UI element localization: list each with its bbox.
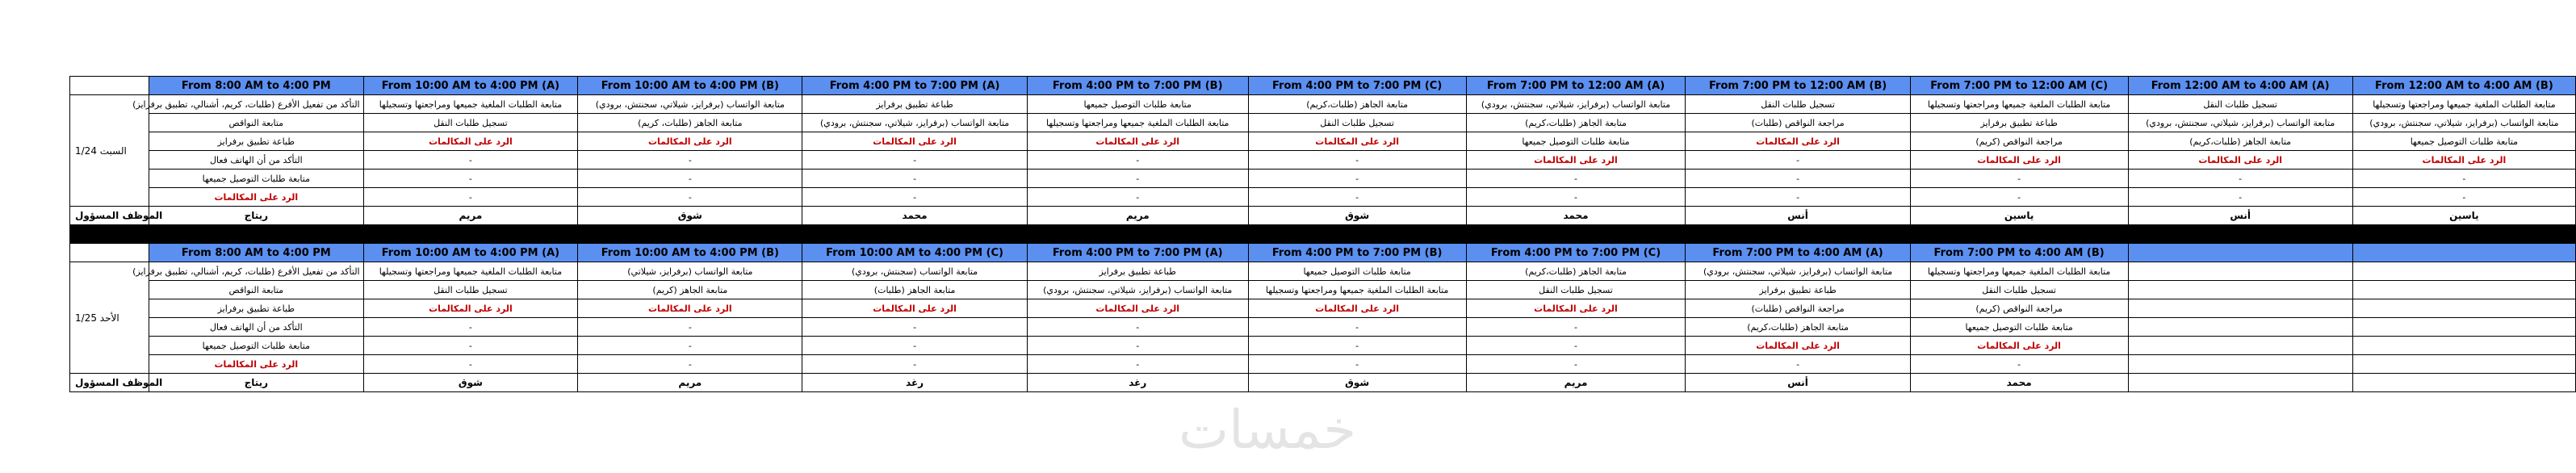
responsible-name-cell: شوق <box>1248 207 1466 225</box>
task-cell <box>2352 299 2575 318</box>
day-date-cell: الأحد 1/25 <box>70 262 149 374</box>
task-cell: - <box>1466 170 1686 188</box>
shift-header-row <box>70 244 2576 262</box>
task-cell: - <box>802 151 1027 170</box>
task-cell <box>2352 262 2575 281</box>
task-cell: متابعة الجاهز (طلبات، كريم) <box>578 114 802 132</box>
task-cell: متابعة طلبات التوصيل جميعها <box>1248 262 1466 281</box>
responsible-name-cell: شوق <box>363 374 578 392</box>
task-cell: طباعة تطبيق برفرايز <box>149 132 364 151</box>
task-row <box>70 95 2576 114</box>
task-cell: تسجيل طلبات النقل <box>1910 281 2128 299</box>
task-cell: متابعة الطلبات الملغية جميعها ومراجعتها وتسجيلها <box>363 95 578 114</box>
task-cell: الرد على المكالمات <box>1686 132 1910 151</box>
responsible-name-cell <box>2128 374 2352 392</box>
task-cell: تسجيل طلبات النقل <box>363 281 578 299</box>
task-cell: - <box>1686 355 1910 374</box>
responsible-name-cell: أنس <box>1686 207 1910 225</box>
task-cell: تسجيل طلبات النقل <box>1466 281 1686 299</box>
task-cell: متابعة الواتساب (برفرايز، شيلاتي، سجنتش، برودي) <box>2352 114 2575 132</box>
task-cell: - <box>578 151 802 170</box>
task-cell: متابعة الطلبات الملغية جميعها ومراجعتها وتسجيلها <box>1248 281 1466 299</box>
task-cell: - <box>802 318 1027 337</box>
task-cell: - <box>363 318 578 337</box>
task-cell: التأكد من أن الهاتف فعال <box>149 151 364 170</box>
task-cell: متابعة الجاهز (طلبات،كريم) <box>1466 114 1686 132</box>
task-cell: متابعة النواقص <box>149 281 364 299</box>
shift-header-cell: From 4:00 PM to 7:00 PM (C) <box>1248 77 1466 95</box>
task-cell: مراجعة النواقص (طلبات) <box>1686 299 1910 318</box>
task-cell: - <box>578 188 802 207</box>
responsible-name-cell: مريم <box>1466 374 1686 392</box>
task-cell: - <box>1027 337 1248 355</box>
task-row <box>70 337 2576 355</box>
task-cell: - <box>2128 170 2352 188</box>
responsible-row <box>70 374 2576 392</box>
task-cell: الرد على المكالمات <box>1248 132 1466 151</box>
task-cell: متابعة الطلبات الملغية جميعها ومراجعتها وتسجيلها <box>2352 95 2575 114</box>
task-cell: تسجيل طلبات النقل <box>363 114 578 132</box>
task-cell: الرد على المكالمات <box>1027 299 1248 318</box>
task-cell: متابعة طلبات التوصيل جميعها <box>1466 132 1686 151</box>
task-cell: - <box>802 337 1027 355</box>
task-cell: - <box>578 355 802 374</box>
shift-header-cell: From 4:00 PM to 7:00 PM (B) <box>1027 77 1248 95</box>
task-cell: متابعة الجاهز (كريم) <box>578 281 802 299</box>
task-cell: طباعة تطبيق برفرايز <box>1686 281 1910 299</box>
task-cell: - <box>1248 188 1466 207</box>
responsible-label: الموظف المسؤول <box>70 374 149 392</box>
task-cell: - <box>363 151 578 170</box>
shift-header-cell: From 8:00 AM to 4:00 PM <box>149 77 364 95</box>
responsible-name-cell: مريم <box>1027 207 1248 225</box>
task-cell: - <box>2352 170 2575 188</box>
task-row <box>70 151 2576 170</box>
header-blank-cell <box>70 244 149 262</box>
responsible-row <box>70 207 2576 225</box>
task-cell: متابعة الجاهز (طلبات،كريم) <box>1686 318 1910 337</box>
task-cell: - <box>1248 318 1466 337</box>
task-cell: مراجعة النواقص (كريم) <box>1910 132 2128 151</box>
task-cell: الرد على المكالمات <box>363 299 578 318</box>
task-cell: متابعة الطلبات الملغية جميعها ومراجعتها وتسجيلها <box>1027 114 1248 132</box>
task-cell: متابعة الواتساب (برفرايز، شيلاتي، سجنتش، برودي) <box>802 114 1027 132</box>
task-cell: - <box>1910 355 2128 374</box>
task-cell: الرد على المكالمات <box>2352 151 2575 170</box>
schedule-table <box>69 76 2576 392</box>
task-cell: - <box>1466 318 1686 337</box>
task-cell: التأكد من أن الهاتف فعال <box>149 318 364 337</box>
task-cell: مراجعة النواقص (كريم) <box>1910 299 2128 318</box>
shift-header-row <box>70 77 2576 95</box>
task-cell: - <box>1466 337 1686 355</box>
task-cell <box>2128 318 2352 337</box>
task-cell: - <box>363 188 578 207</box>
task-cell <box>2128 355 2352 374</box>
responsible-name-cell: ريتاج <box>149 374 364 392</box>
shift-header-cell: From 7:00 PM to 4:00 AM (B) <box>1910 244 2128 262</box>
task-cell: الرد على المكالمات <box>1027 132 1248 151</box>
block-separator <box>70 225 2576 244</box>
task-cell: الرد على المكالمات <box>1466 299 1686 318</box>
task-cell: - <box>802 188 1027 207</box>
task-cell <box>2352 281 2575 299</box>
shift-header-cell: From 12:00 AM to 4:00 AM (B) <box>2352 77 2575 95</box>
khamsat-watermark: خمسات <box>1178 399 1357 461</box>
task-cell: - <box>1466 188 1686 207</box>
task-cell: مراجعة النواقص (طلبات) <box>1686 114 1910 132</box>
task-cell: الرد على المكالمات <box>802 132 1027 151</box>
task-row <box>70 262 2576 281</box>
task-cell: تسجيل طلبات النقل <box>2128 95 2352 114</box>
task-row <box>70 281 2576 299</box>
shift-header-cell: From 4:00 PM to 7:00 PM (B) <box>1248 244 1466 262</box>
task-row <box>70 170 2576 188</box>
shift-header-cell: From 4:00 PM to 7:00 PM (C) <box>1466 244 1686 262</box>
task-cell: - <box>1248 355 1466 374</box>
shift-header-cell: From 8:00 AM to 4:00 PM <box>149 244 364 262</box>
task-cell: طباعة تطبيق برفرايز <box>149 299 364 318</box>
shift-header-cell: From 4:00 PM to 7:00 PM (A) <box>1027 244 1248 262</box>
task-cell: الرد على المكالمات <box>149 355 364 374</box>
task-cell: متابعة طلبات التوصيل جميعها <box>1910 318 2128 337</box>
task-cell: متابعة الواتساب (برفرايز، شيلاتي، سجنتش، برودي) <box>1466 95 1686 114</box>
task-row <box>70 299 2576 318</box>
shift-header-cell <box>2128 244 2352 262</box>
task-cell: - <box>1027 151 1248 170</box>
header-blank-cell <box>70 77 149 95</box>
shift-header-cell: From 4:00 PM to 7:00 PM (A) <box>802 77 1027 95</box>
task-cell: الرد على المكالمات <box>2128 151 2352 170</box>
task-cell: - <box>363 170 578 188</box>
task-cell: - <box>802 355 1027 374</box>
task-cell <box>2128 281 2352 299</box>
responsible-name-cell: محمد <box>1466 207 1686 225</box>
responsible-name-cell: أنس <box>2128 207 2352 225</box>
task-cell: الرد على المكالمات <box>363 132 578 151</box>
task-cell: - <box>578 337 802 355</box>
task-cell: - <box>363 337 578 355</box>
task-cell: متابعة طلبات التوصيل جميعها <box>1027 95 1248 114</box>
shift-header-cell: From 10:00 AM to 4:00 PM (A) <box>363 244 578 262</box>
shift-header-cell: From 7:00 PM to 12:00 AM (C) <box>1910 77 2128 95</box>
shift-header-cell: From 12:00 AM to 4:00 AM (A) <box>2128 77 2352 95</box>
responsible-name-cell: ريتاج <box>149 207 364 225</box>
shift-header-cell: From 10:00 AM to 4:00 PM (B) <box>578 244 802 262</box>
task-cell: التأكد من تفعيل الأفرع (طلبات، كريم، أشنالي، تطبيق برفرايز) <box>149 95 364 114</box>
shift-header-cell: From 10:00 AM to 4:00 PM (C) <box>802 244 1027 262</box>
task-cell: متابعة طلبات التوصيل جميعها <box>2352 132 2575 151</box>
task-row <box>70 355 2576 374</box>
task-cell: طباعة تطبيق برفرايز <box>1910 114 2128 132</box>
task-cell <box>2352 318 2575 337</box>
shift-header-cell: From 7:00 PM to 12:00 AM (A) <box>1466 77 1686 95</box>
responsible-name-cell <box>2352 374 2575 392</box>
task-cell: - <box>802 170 1027 188</box>
task-cell: متابعة الواتساب (برفرايز، شيلاتي، سجنتش، برودي) <box>1027 281 1248 299</box>
shift-header-cell: From 10:00 AM to 4:00 PM (A) <box>363 77 578 95</box>
shift-header-cell: From 10:00 AM to 4:00 PM (B) <box>578 77 802 95</box>
responsible-name-cell: ياسين <box>2352 207 2575 225</box>
shift-header-cell: From 7:00 PM to 12:00 AM (B) <box>1686 77 1910 95</box>
task-row <box>70 188 2576 207</box>
task-row <box>70 132 2576 151</box>
shift-header-cell <box>2352 244 2575 262</box>
task-cell: طباعة تطبيق برفرايز <box>1027 262 1248 281</box>
task-cell: - <box>1027 188 1248 207</box>
shift-header-cell: From 7:00 PM to 4:00 AM (A) <box>1686 244 1910 262</box>
responsible-name-cell: رغد <box>1027 374 1248 392</box>
task-cell: متابعة طلبات التوصيل جميعها <box>149 337 364 355</box>
separator-bar <box>70 225 2576 244</box>
task-cell: - <box>1466 355 1686 374</box>
task-cell: متابعة الواتساب (برفرايز، شيلاتي) <box>578 262 802 281</box>
task-cell: متابعة الطلبات الملغية جميعها ومراجعتها وتسجيلها <box>363 262 578 281</box>
responsible-name-cell: مريم <box>578 374 802 392</box>
task-row <box>70 318 2576 337</box>
task-cell: - <box>1248 337 1466 355</box>
task-cell: - <box>1910 188 2128 207</box>
task-cell: - <box>1686 188 1910 207</box>
task-cell <box>2128 299 2352 318</box>
responsible-name-cell: محمد <box>1910 374 2128 392</box>
task-cell: - <box>1027 355 1248 374</box>
responsible-name-cell: أنس <box>1686 374 1910 392</box>
responsible-name-cell: شوق <box>1248 374 1466 392</box>
task-cell: الرد على المكالمات <box>1910 151 2128 170</box>
task-cell <box>2352 337 2575 355</box>
task-cell: الرد على المكالمات <box>1248 299 1466 318</box>
task-cell: متابعة طلبات التوصيل جميعها <box>149 170 364 188</box>
task-cell: طباعة تطبيق برفرايز <box>802 95 1027 114</box>
task-cell: - <box>1248 170 1466 188</box>
task-cell <box>2128 262 2352 281</box>
task-cell: - <box>1910 170 2128 188</box>
task-cell: تسجيل طلبات النقل <box>1686 95 1910 114</box>
task-cell: متابعة الطلبات الملغية جميعها ومراجعتها وتسجيلها <box>1910 95 2128 114</box>
task-cell: متابعة النواقص <box>149 114 364 132</box>
task-cell: - <box>1686 151 1910 170</box>
task-cell: الرد على المكالمات <box>578 132 802 151</box>
responsible-name-cell: مريم <box>363 207 578 225</box>
task-cell: متابعة الواتساب (برفرايز، شيلاتي، سجنتش، برودي) <box>1686 262 1910 281</box>
task-cell: - <box>1248 151 1466 170</box>
responsible-name-cell: محمد <box>802 207 1027 225</box>
task-cell: الرد على المكالمات <box>1686 337 1910 355</box>
task-cell: تسجيل طلبات النقل <box>1248 114 1466 132</box>
task-cell: الرد على المكالمات <box>802 299 1027 318</box>
task-cell: متابعة الواتساب (برفرايز، شيلاتي، سجنتش، برودي) <box>2128 114 2352 132</box>
task-cell: متابعة الواتساب (سجنتش، برودي) <box>802 262 1027 281</box>
responsible-name-cell: شوق <box>578 207 802 225</box>
task-cell: الرد على المكالمات <box>149 188 364 207</box>
task-cell: التأكد من تفعيل الأفرع (طلبات، كريم، أشنالي، تطبيق برفرايز) <box>149 262 364 281</box>
task-cell: متابعة الطلبات الملغية جميعها ومراجعتها وتسجيلها <box>1910 262 2128 281</box>
task-cell: متابعة الجاهز (طلبات) <box>802 281 1027 299</box>
task-cell: - <box>2128 188 2352 207</box>
task-cell: - <box>363 355 578 374</box>
task-cell: الرد على المكالمات <box>1466 151 1686 170</box>
task-cell: - <box>578 170 802 188</box>
task-cell: - <box>1027 170 1248 188</box>
task-cell: - <box>1027 318 1248 337</box>
task-cell <box>2128 337 2352 355</box>
task-cell: متابعة الواتساب (برفرايز، شيلاتي، سجنتش، برودي) <box>578 95 802 114</box>
responsible-name-cell: ياسين <box>1910 207 2128 225</box>
day-date-cell: السبت 1/24 <box>70 95 149 207</box>
task-cell: - <box>578 318 802 337</box>
task-cell <box>2352 355 2575 374</box>
task-cell: - <box>1686 170 1910 188</box>
task-cell: - <box>2352 188 2575 207</box>
task-row <box>70 114 2576 132</box>
task-cell: الرد على المكالمات <box>578 299 802 318</box>
task-cell: متابعة الجاهز (طلبات،كريم) <box>2128 132 2352 151</box>
task-cell: متابعة الجاهز (طلبات،كريم) <box>1466 262 1686 281</box>
task-cell: الرد على المكالمات <box>1910 337 2128 355</box>
responsible-name-cell: رغد <box>802 374 1027 392</box>
responsible-label: الموظف المسؤول <box>70 207 149 225</box>
task-cell: متابعة الجاهز (طلبات،كريم) <box>1248 95 1466 114</box>
